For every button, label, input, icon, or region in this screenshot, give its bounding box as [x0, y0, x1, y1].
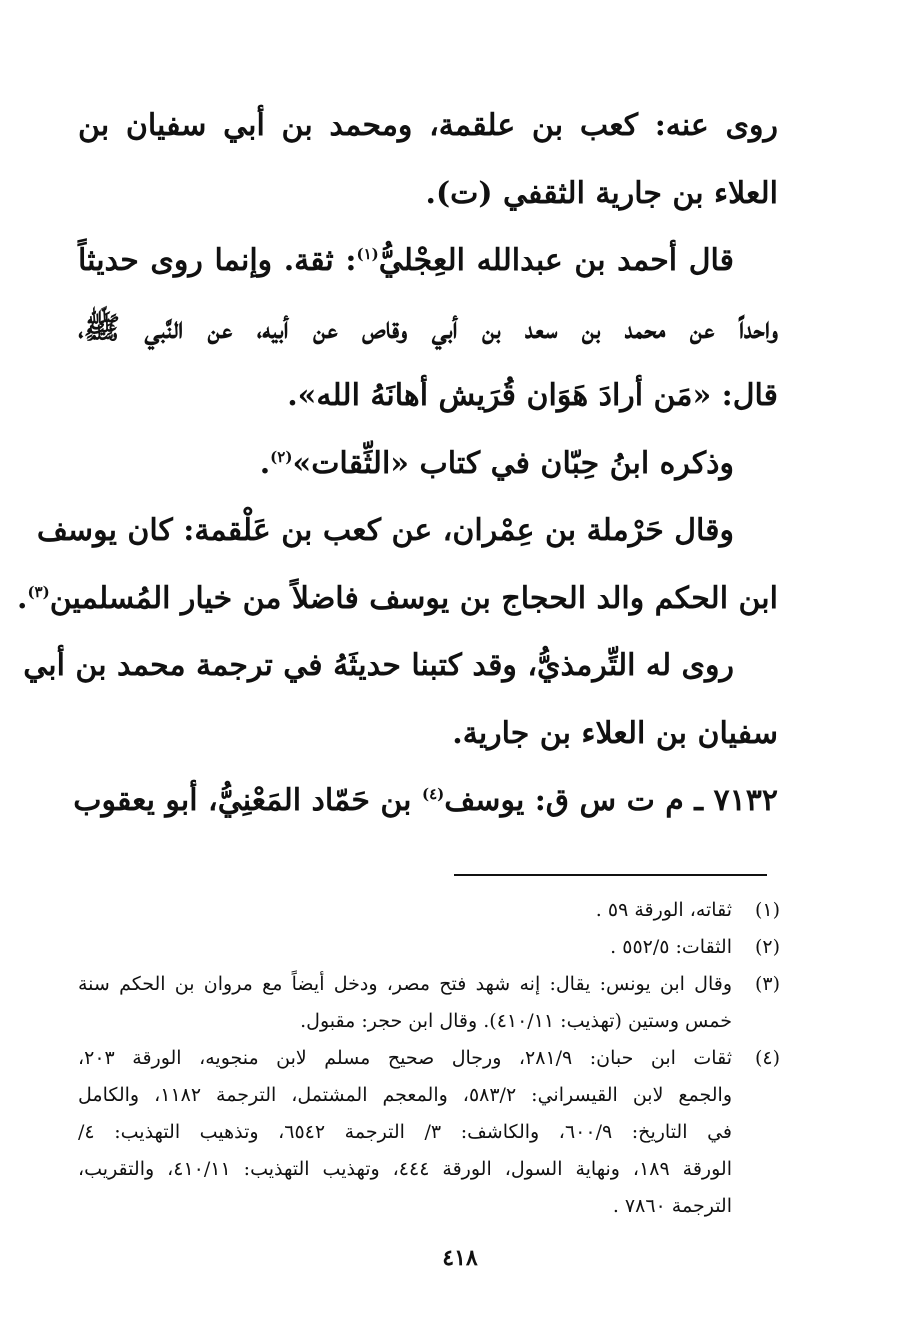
- text-fragment: : ثقة. وإنما روى حديثاً: [78, 243, 357, 278]
- footnote-line: ثقاته، الورقة ٥٩ .: [595, 899, 732, 921]
- footnote-ref-3: (٣): [27, 582, 50, 601]
- footnote-line: الترجمة ٧٨٦٠ .: [612, 1195, 732, 1217]
- footnote-body: [78, 1040, 732, 1225]
- text-line: واحداً عن محمد بن سعد بن أبي وقاص عن أبيه، عن النَّبي ﷺ،: [78, 310, 778, 346]
- footnote-ref-2: (٢): [270, 447, 293, 466]
- text-fragment: .: [259, 445, 271, 481]
- footnote-number: (٤): [754, 1047, 780, 1069]
- text-fragment: ابن الحكم والد الحجاج بن يوسف فاضلاً من خيار المُسلمين: [49, 580, 778, 616]
- footnotes: [78, 892, 780, 1225]
- footnote-line: خمس وستين (تهذيب: ٤١٠/١١). وقال ابن حجر: مقبول.: [300, 1010, 732, 1032]
- footnote-separator: [454, 874, 767, 876]
- footnote-line: في التاريخ: ٦٠٠/٩، والكاشف: ٣/ الترجمة ٦٥٤٢، وتذهيب التهذيب: ٤/: [78, 1121, 733, 1143]
- footnote-body: [78, 966, 732, 1040]
- text-line: العلاء بن جارية الثقفي (ت).: [425, 175, 778, 211]
- main-text: [16, 92, 778, 835]
- text-line: روى له التِّرمذيُّ، وقد كتبنا حديثَهُ في ترجمة محمد بن أبي: [23, 648, 734, 683]
- footnote: [78, 929, 780, 966]
- text-line: [78, 430, 778, 498]
- text-fragment: قال أحمد بن عبدالله العِجْليُّ: [378, 243, 735, 278]
- footnote-body: [78, 892, 732, 929]
- footnote-number: (٣): [754, 973, 780, 995]
- footnote: [78, 1040, 780, 1225]
- text-line: [16, 565, 778, 633]
- text-fragment: وذكره ابنُ حِبّان في كتاب «الثِّقات»: [292, 445, 734, 481]
- text-line: قال: «مَن أرادَ هَوَان قُرَيش أهانَهُ الله».: [287, 378, 778, 413]
- entry-heading-line: [73, 767, 778, 835]
- footnote-body: [78, 929, 732, 966]
- footnote-line: وقال ابن يونس: يقال: إنه شهد فتح مصر، ودخل أيضاً مع مروان بن الحكم سنة: [78, 973, 732, 995]
- text-fragment: .: [16, 580, 28, 616]
- page-number: ٤١٨: [442, 1245, 478, 1271]
- footnote-line: والجمع لابن القيسراني: ٥٨٣/٢، والمعجم المشتمل، الترجمة ١١٨٢، والكامل: [78, 1084, 733, 1106]
- text-line: روى عنه: كعب بن علقمة، ومحمد بن أبي سفيان بن: [78, 108, 778, 143]
- footnote-line: الورقة ١٨٩، ونهاية السول، الورقة ٤٤٤، وتهذيب التهذيب: ٤١٠/١١، والتقريب،: [78, 1158, 732, 1180]
- footnote: [78, 892, 780, 929]
- footnote-ref-4: (٤): [421, 785, 445, 803]
- footnote-line: ثقات ابن حبان: ٢٨١/٩، ورجال صحيح مسلم لابن منجويه، الورقة ٢٠٣،: [78, 1047, 732, 1069]
- footnote-line: الثقات: ٥٥٢/٥ .: [610, 936, 732, 958]
- footnote: [78, 966, 780, 1040]
- text-line: [78, 227, 778, 295]
- footnote-ref-1: (١): [356, 245, 379, 263]
- footnote-number: (١): [754, 899, 780, 921]
- text-fragment: بن حَمّاد المَعْنِيُّ، أبو يعقوب: [73, 783, 422, 818]
- text-line: وقال حَرْملة بن عِمْران، عن كعب بن عَلْقمة: كان يوسف: [36, 513, 734, 548]
- footnote-number: (٢): [754, 936, 780, 958]
- entry-heading: ٧١٣٢ ـ م ت س ق: يوسف: [444, 783, 778, 818]
- text-line: سفيان بن العلاء بن جارية.: [452, 715, 778, 751]
